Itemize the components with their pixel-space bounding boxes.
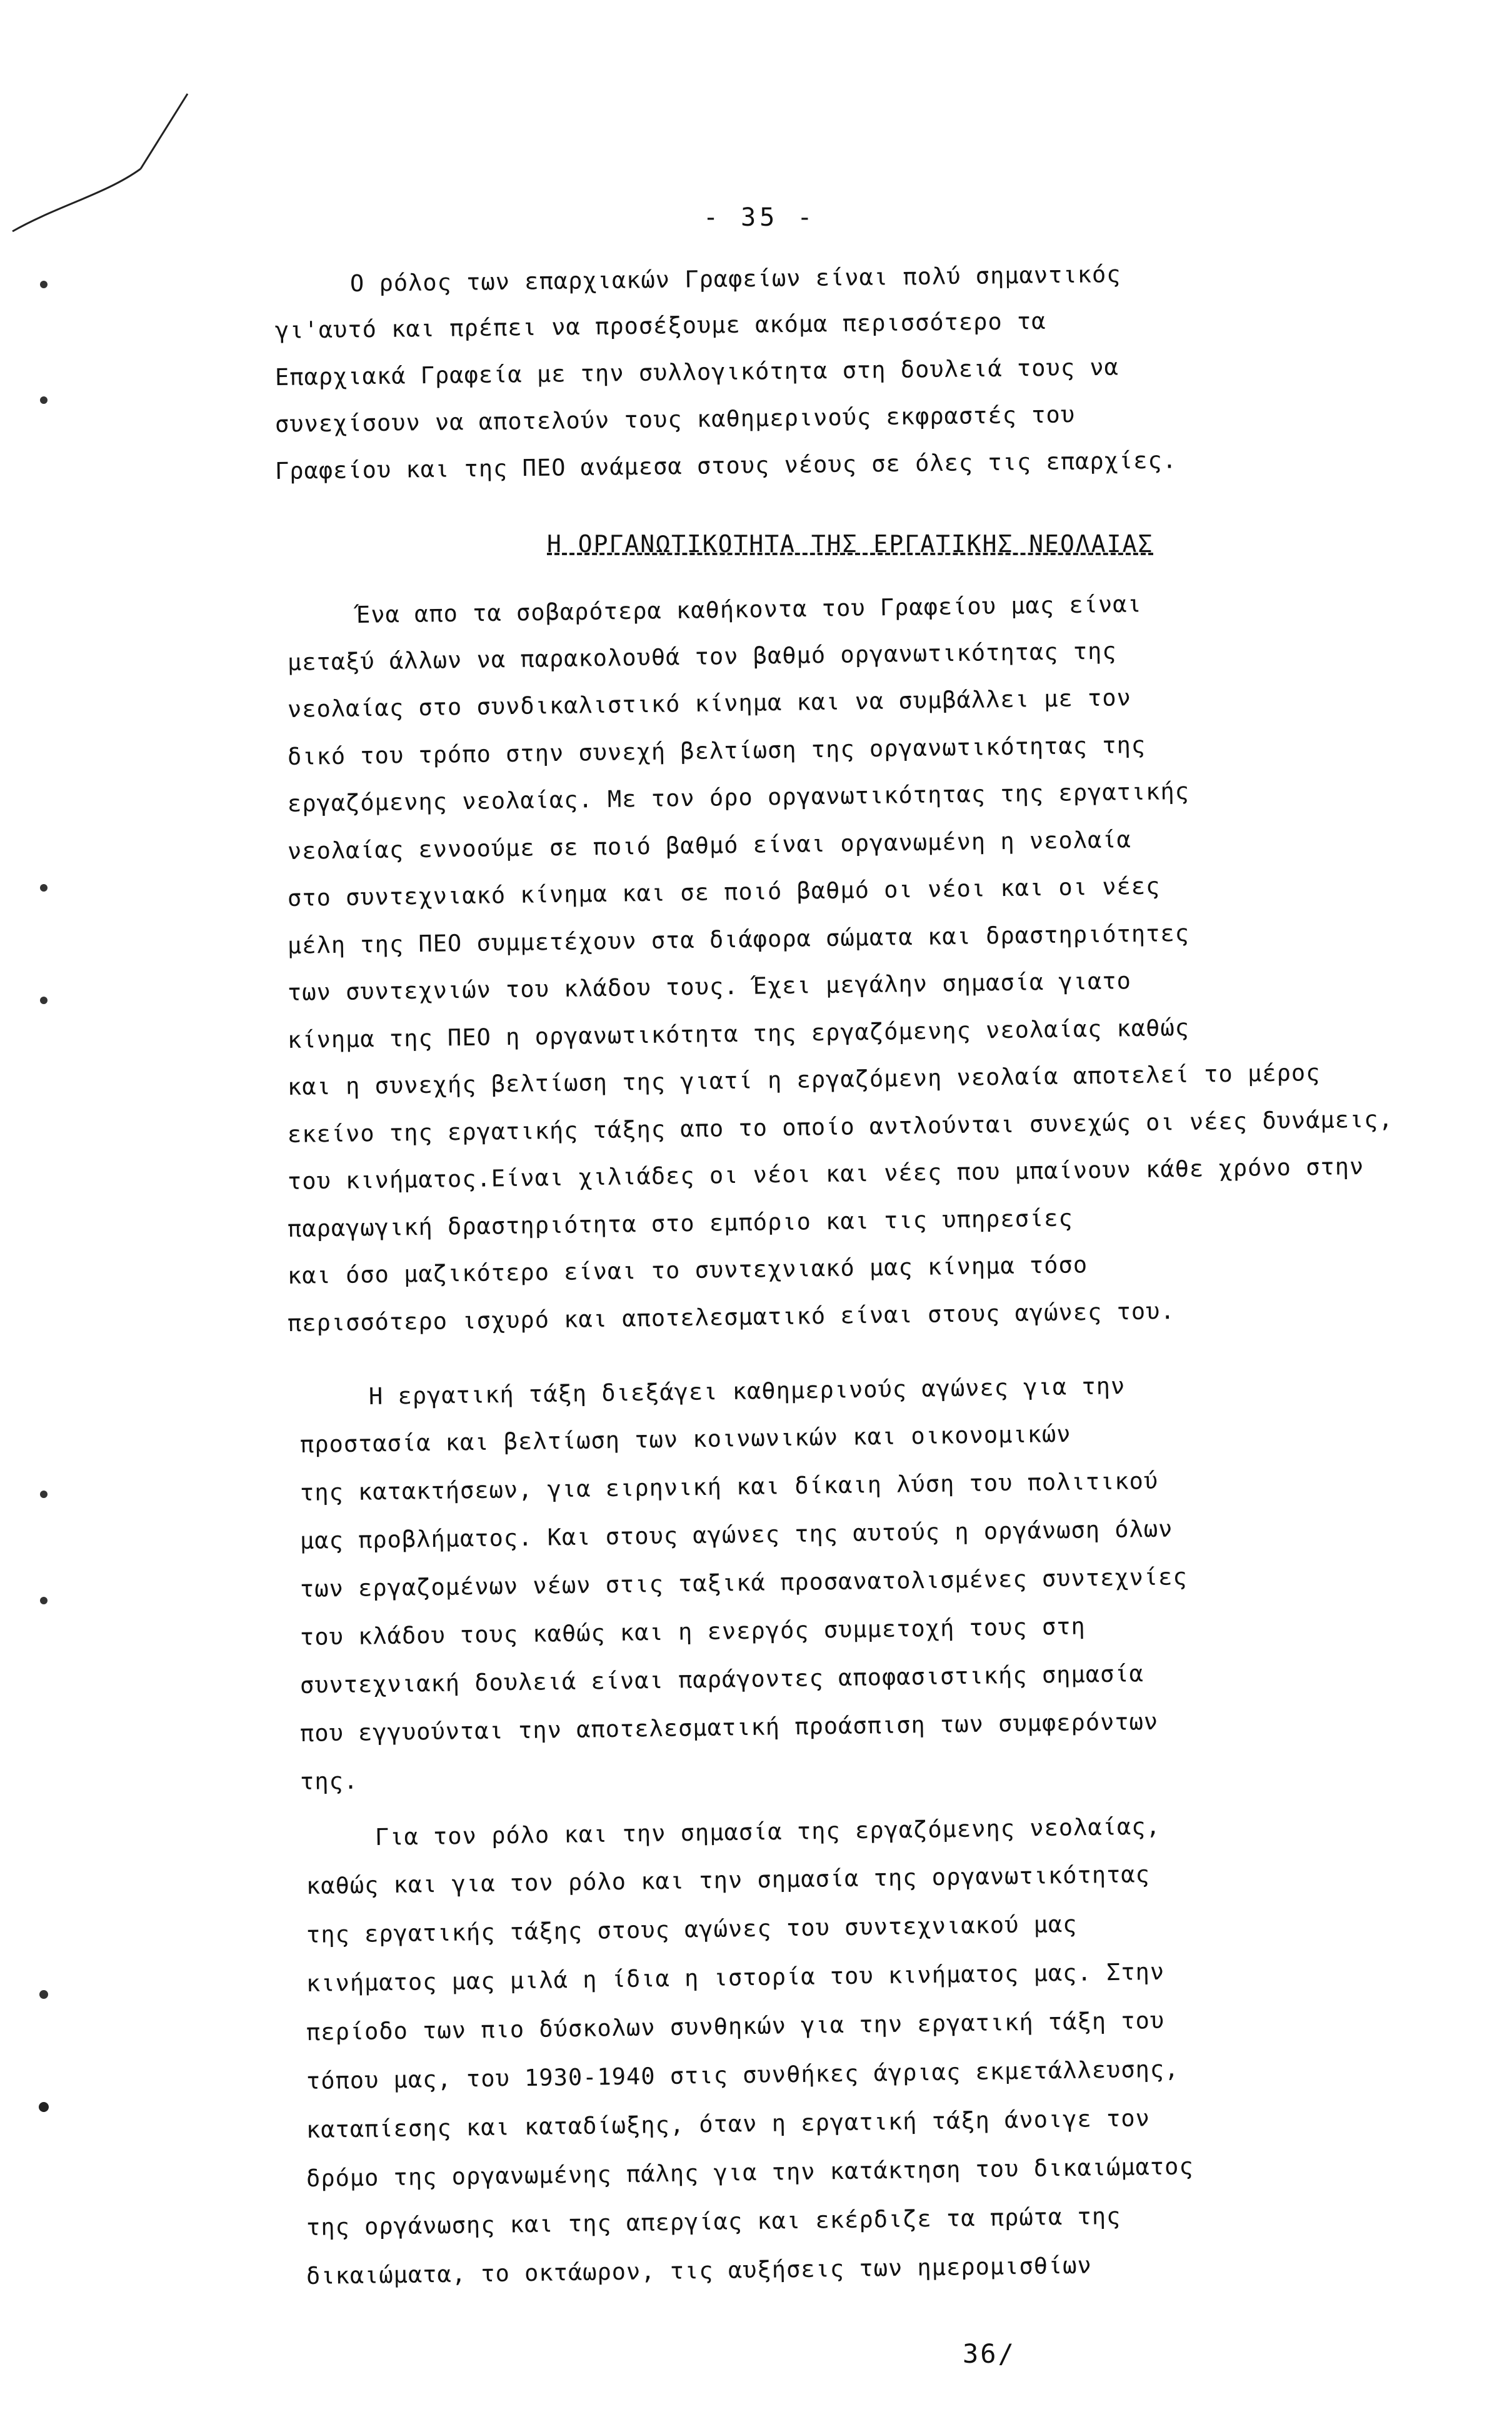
text-line: κίνημα της ΠΕΟ η οργανωτικότητα της εργαζόμενης νεολαίας καθώς xyxy=(287,1013,1190,1054)
text-line: συνεχίσουν να αποτελούν τους καθημερινούς εκφραστές του xyxy=(274,401,1076,438)
text-line: του κινήματος.Είναι χιλιάδες οι νέοι και νέες που μπαίνουν κάθε χρόνο στην xyxy=(287,1152,1364,1195)
text-line: δικαιώματα, το οκτάωρον, τις αυξήσεις των ημερομισθίων xyxy=(306,2251,1093,2290)
text-line: στο συντεχνιακό κίνημα και σε ποιό βαθμό οι νέοι και οι νέες xyxy=(287,872,1161,912)
text-line: παραγωγική δραστηριότητα στο εμπόριο και τις υπηρεσίες xyxy=(287,1204,1074,1242)
margin-dot xyxy=(40,884,48,892)
text-line: περίοδο των πιο δύσκολων συνθηκών για την εργατική τάξη του xyxy=(306,2006,1165,2046)
section-heading: Η ΟΡΓΑΝΩΤΙΚΟΤΗΤΑ ΤΗΣ ΕΡΓΑΤΙΚΗΣ ΝΕΟΛΑΙΑΣ xyxy=(547,530,1154,558)
text-line: καταπίεσης και καταδίωξης, όταν η εργατική τάξη άνοιγε τον xyxy=(306,2105,1151,2143)
text-line: Γραφείου και της ΠΕΟ ανάμεσα στους νέους σε όλες τις επαρχίες. xyxy=(274,446,1178,485)
text-line: καθώς και για τον ρόλο και την σημασία της οργανωτικότητας xyxy=(306,1861,1151,1899)
page-number: - 35 - xyxy=(703,203,816,232)
pen-stroke xyxy=(141,94,188,169)
text-line: τόπου μας, του 1930-1940 στις συνθήκες άγριας εκμετάλλευσης, xyxy=(306,2055,1179,2095)
text-line: της οργάνωσης και της απεργίας και εκέρδιζε τα πρώτα της xyxy=(306,2202,1121,2241)
text-line: συντεχνιακή δουλειά είναι παράγοντες αποφασιστικής σημασία xyxy=(299,1660,1144,1699)
text-line: γι'αυτό και πρέπει να προσέξουμε ακόμα περισσότερο τα xyxy=(274,307,1046,344)
margin-dot xyxy=(40,396,48,404)
text-line: μέλη της ΠΕΟ συμμετέχουν στα διάφορα σώματα και δραστηριότητες xyxy=(287,919,1190,959)
text-line: της κατακτήσεων, για ειρηνική και δίκαιη λύση του πολιτικού xyxy=(299,1467,1159,1506)
text-line: της. xyxy=(299,1767,359,1795)
text-line: Η εργατική τάξη διεξάγει καθημερινούς αγώνες για την xyxy=(368,1372,1126,1410)
pen-stroke xyxy=(13,169,141,231)
text-line: εργαζόμενης νεολαίας. Με τον όρο οργανωτικότητας της εργατικής xyxy=(287,777,1190,817)
margin-dot xyxy=(40,1597,48,1604)
text-line: Ένα απο τα σοβαρότερα καθήκοντα του Γραφείου μας είναι xyxy=(356,590,1143,628)
margin-dot xyxy=(39,2102,49,2112)
text-line: περισσότερο ισχυρό και αποτελεσματικό είναι στους αγώνες του. xyxy=(287,1297,1175,1337)
text-line: νεολαίας εννοούμε σε ποιό βαθμό είναι οργανωμένη η νεολαία xyxy=(287,825,1132,865)
text-line: κινήματος μας μιλά η ίδια η ιστορία του κινήματος μας. Στην xyxy=(306,1958,1165,1997)
text-line: Επαρχιακά Γραφεία με την συλλογικότητα στη δουλειά τους να xyxy=(274,353,1119,391)
text-line: Για τον ρόλο και την σημασία της εργαζόμενης νεολαίας, xyxy=(374,1813,1161,1851)
margin-dot xyxy=(40,281,48,288)
margin-dot xyxy=(40,1491,48,1498)
continuation-page-ref: 36/ xyxy=(963,2338,1016,2369)
text-line: μας προβλήματος. Και στους αγώνες της αυτούς η οργάνωση όλων xyxy=(299,1515,1173,1554)
text-line: του κλάδου τους καθώς και η ενεργός συμμετοχή τους στη xyxy=(299,1612,1086,1651)
text-line: δικό του τρόπο στην συνεχή βελτίωση της οργανωτικότητας της xyxy=(287,731,1146,770)
text-line: της εργατικής τάξης στους αγώνες του συντεχνιακού μας xyxy=(306,1910,1078,1948)
text-line: και όσο μαζικότερο είναι το συντεχνιακό μας κίνημα τόσο xyxy=(287,1251,1088,1289)
text-line: και η συνεχής βελτίωση της γιατί η εργαζόμενη νεολαία αποτελεί το μέρος xyxy=(287,1059,1321,1100)
text-line: προστασία και βελτίωση των κοινωνικών και οικονομικών xyxy=(299,1420,1071,1458)
text-line: των εργαζομένων νέων στις ταξικά προσανατολισμένες συντεχνίες xyxy=(299,1563,1188,1602)
text-line: εκείνο της εργατικής τάξης απο το οποίο αντλούνται συνεχώς οι νέες δυνάμεις, xyxy=(287,1105,1394,1148)
text-line: μεταξύ άλλων να παρακολουθά τον βαθμό οργανωτικότητας της xyxy=(287,636,1117,676)
text-line: των συντεχνιών του κλάδου τους. Έχει μεγάλην σημασία γιατο xyxy=(287,967,1132,1006)
text-line: Ο ρόλος των επαρχιακών Γραφείων είναι πολύ σημαντικός xyxy=(349,260,1121,297)
text-line: νεολαίας στο συνδικαλιστικό κίνημα και να συμβάλλει με τον xyxy=(287,684,1132,723)
text-line: δρόμο της οργανωμένης πάλης για την κατάκτηση του δικαιώματος xyxy=(306,2153,1194,2192)
text-line: που εγγυούνται την αποτελεσματική προάσπιση των συμφερόντων xyxy=(299,1707,1159,1747)
margin-dot xyxy=(40,997,48,1004)
margin-dot xyxy=(39,1990,48,1999)
